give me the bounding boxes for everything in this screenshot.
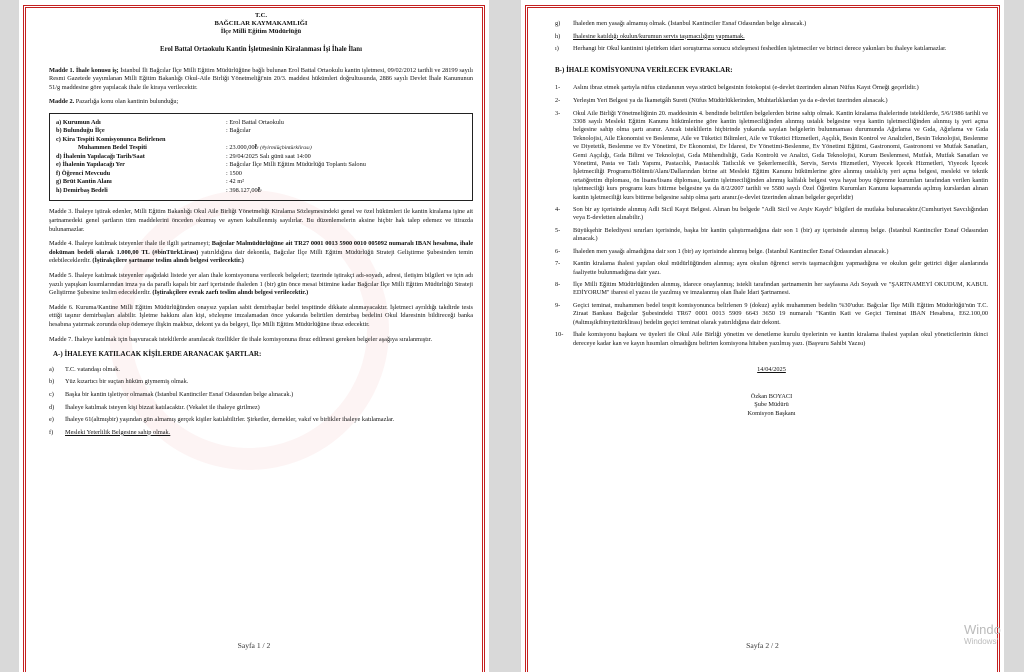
list-item: d) İhaleye katılmak isteyen kişi bizzat katılacaktır. (Vekalet ile ihaleye girilmez)	[49, 403, 260, 411]
info-row: a) Kurumun Adı : Erol Battal Ortaokulu	[56, 118, 284, 126]
info-row: f) Öğrenci Mevcudu : 1500	[56, 169, 242, 177]
info-row: c) Kira Tespiti Komisyonunca Belirlenen	[56, 135, 166, 143]
list-item: 6- İhaleden men yasağı almadığına dair son 1 (bir) ay içerisinde alınmış belge. (İstanbul Kantinciler Esnaf Odasından alınacak.)	[555, 247, 889, 255]
info-row: g) Brüt Kantin Alanı : 42 m²	[56, 178, 244, 186]
signer-title: Şube Müdürü	[754, 401, 789, 409]
section-b-heading: B-) İHALE KOMİSYONUNA VERİLECEK EVRAKLAR:	[555, 65, 733, 74]
header-mudurluk: İlçe Milli Eğitim Müdürlüğü	[220, 28, 302, 35]
article-3: Madde 3. İhaleye iştirak edenler, Milli Eğitim Bakanlığı Okul Aile Birliği Yönetmeliği Kiralama Sözleşmesindeki genel ve özel hükümleri ile kantin kiralama işine ait şartnamedeki genel şartların tüm maddelerini önceden okumuş ve aynen kabullenmiş sayılırlar. Bu düzenlemelerin aksine hiçbir hak talep edemez ve itirazda bulunamazlar.	[49, 208, 473, 233]
info-row: d) İhalenin Yapılacağı Tarih/Saat : 29/04/2025 Salı günü saat 14:00	[56, 152, 311, 160]
info-row: e) İhalenin Yapılacağı Yer : Bağcılar İlçe Milli Eğitim Müdürlüğü Toplantı Salonu	[56, 161, 366, 169]
list-item: 2- Yerleşim Yeri Belgesi ya da İkametgâh Sureti (Nüfus Müdürlüklerinden, Muhtarlıklardan ya da e-devlet üzerinden alınacak.)	[555, 96, 888, 104]
list-item: ı) Herhangi bir Okul kantinini işletirken idari soruşturma sonucu sözleşmesi feshedilen işletmeciler ve birinci derece yakınları bu ihaleye katılamazlar.	[555, 45, 947, 53]
list-item: 8- İlçe Milli Eğitim Müdürlüğünden alınmış, idarece onaylanmış; istekli tarafından şartnamenin her sayfasına Adı Soyadı ve "ŞARTNAMEYİ OKUDUM, KABUL EDİYORUM" ibaresi el yazısı ile yazılmış ve imzalanmış olan İhale İdari Şartnamesi.	[555, 281, 988, 297]
document-page-1	[19, 0, 489, 672]
list-item: 3- Okul Aile Birliği Yönetmeliğinin 20. maddesinin 4. bendinde belirtilen belgelerden birine sahip olmak. Kantin kiralama ihalelerinde isteklilerde, 5/6/1986 tarihli ve 3308 sayılı Mesleki Eğitim Kanunu hükümlerine göre kantin işletmeciliğinden alınmış ustalık belgesine veya kantin işletmeciliğinden alınmış iş yeri açma belgesine sahip olma şartı aranır. Ancak isteklilerin hiçbirinde yukarıda sayılan belgelerin bulunmaması durumunda Ağırlama ve Gıda, Ağırlama ve Gıda Teknolojisi, Aile Ekonomisi ve Beslenme, Aile ve Tüketici Bilimleri, Aile ve Tüketici Hizmetleri, Aşçılık, Besin Kontrol ve Analizleri, Besin Teknolojisi, Beslenme ve Diyetetik, Beslenme ve Ev Yönetimi, Ev Ekonomisi, Ev İdaresi, Ev Yönetimi-Beslenme, Ev Yönetimi Eğitimi, Gastronomi, Gastronomi ve Mutfak Sanatları, Gemi Aşçılığı, Gıda Bilimi ve Teknolojisi, Gıda Mühendisliği, Gıda Kontrolü ve Analizi, Gıda Teknolojisi, Kurum Beslenmesi, Mutfak, Mutfak Sanatları ve Yönetimi, Pasta ve Tatlı Yapımı, Pastacılık, Pastacılık Tatlıcılık ve Şekerlemecilik, Servis, Servis Hizmetleri, Yiyecek İçecek Hizmetleri, Yiyecek İçecek İşletmeciliği Programı/Bölümü/Alanı/Dallarından birine ait Mesleki Eğitim Kanunu hükümlerine göre alınmış ustalık/iş yeri açma belgesi, mesleki ve teknik ortaöğretim diploması, ön lisans/lisans diploması, kantin işletmeciliğinden alınmış kalfalık belgesi veya hayat boyu öğrenme kurumları tarafından verilen kantin işletmeciliği kurs programı kurs bitirme belgesine ya da 8/2/2007 tarihli ve 5580 sayılı Özel Öğretim Kurumları Kanunu kapsamında açılmış kurslardan alınan kantin işletmeciliği kurs bitirme belgesine sahip olma şartı aranır.(e-devlet üzerinden alınan belgeler geçerlidir)	[555, 109, 988, 201]
windows-activation-watermark: Windo Windows'	[964, 622, 1001, 646]
list-item: a) T.C. vatandaşı olmak.	[49, 365, 120, 373]
page-1-content	[49, 12, 473, 441]
list-item: e) İhaleye 61(altmışbir) yaşından gün almamış gerçek kişiler katılabilirler. Şirketler, dernekler, vakıf ve birlikler ihaleye katılamazlar.	[49, 416, 395, 424]
page-2-content	[555, 20, 988, 418]
document-title: Erol Battal Ortaokulu Kantin İşletmesinin Kiralanması İşi İhale İlanı	[160, 46, 362, 53]
article-1: Madde 1. İhale konusu iş; İstanbul İli Bağcılar İlçe Milli Eğitim Müdürlüğüne bağlı bulunan Erol Battal Ortaokulu kantin işletmesi, 09/02/2012 tarihli ve 28199 sayılı Resmi Gazetede yayımlanan Milli Eğitim Bakanlığı Okul-Aile Birliği Yönetmeliği'nin 20/3. maddesi hükümleri doğrultusunda, 2886 sayılı Devlet İhale Kanununun 51/g maddesine göre yapılacak ihale ile kiraya verilecektir.	[49, 66, 473, 91]
info-row: b) Bulunduğu İlçe : Bağcılar	[56, 127, 251, 135]
canteen-info-box	[49, 113, 473, 202]
list-item: c) Başka bir kantin işletiyor olmamak (İstanbul Kantinciler Esnaf Odasından belge alınacak.)	[49, 390, 294, 398]
document-page-2	[521, 0, 1004, 672]
list-item: g) İhaleden men yasağı almamış olmak. (İstanbul Kantinciler Esnaf Odasından belge alınacak.)	[555, 20, 807, 27]
list-item: b) Yüz kızartıcı bir suçtan hüküm giymemiş olmak.	[49, 378, 189, 386]
info-row: Muhammen Bedel Tespiti : 23.000,00₺ (#yirmiüçbintürklirası)	[78, 144, 312, 152]
page-number: Sayfa 2 / 2	[746, 641, 779, 650]
list-item: 1- Aslını ibraz etmek şartıyla nüfus cüzdanının veya sürücü belgesinin fotokopisi (e-devlet üzerinden alınan Nüfus Kayıt Örneği geçerlidir.)	[555, 84, 919, 92]
list-item: 7- Kantin kiralama ihalesi yapılan okul müdürlüğünden alınmış; aynı okulun öğrenci servis taşımacılığını yapmadığına ve okulun gelir getirici diğer alanlarında faaliyette bulunmadığına dair yazı.	[555, 260, 988, 276]
list-item: 10- İhale komisyonu başkanı ve üyeleri ile Okul Aile Birliği yönetim ve denetleme kurulu üyelerinin ve kantin kiralama ihalesi yapılan okul yöneticilerinin ikinci dereceye kadar kan ve kayın hısımları olmadığını belirten komisyona hitaben yazılmış yazı. (Başvuru Sahibi Yazısı)	[555, 331, 988, 347]
signer-role: Komisyon Başkanı	[747, 409, 796, 417]
signer-name: Özkan BOYACI	[750, 392, 793, 400]
list-item: 4- Son bir ay içerisinde alınmış Adli Sicil Kayıt Belgesi. Alınan bu belgede "Adli Sicil ve Arşiv Kaydı" bilgileri de mutlaka bulunacaktır.(Cumhuriyet Savcılığından veya E-devletten alınabilir.)	[555, 206, 988, 222]
article-2: Madde 2. Pazarlığa konu olan kantinin bulunduğu;	[49, 98, 179, 106]
article-7: Madde 7. İhaleye katılmak için başvuracak isteklilerde aranılacak özellikler ile ihale komisyonuna ibraz edilmesi gereken belgeler aşağıya sıralanmıştır.	[49, 335, 433, 343]
list-item: 5- Büyükşehir Belediyesi sınırları içerisinde, başka bir kantin çalıştırmadığına dair son 1 (bir) ay içerisinde alınmış belge. (İstanbul Kantinciler Esnaf Odasından alınacak.)	[555, 226, 988, 243]
header-kaymakamlik: BAĞCILAR KAYMAKAMLIĞI	[214, 20, 308, 27]
article-4: Madde 4. İhaleye katılmak isteyenler ihale ile ilgili şartnameyi; Bağcılar Malmüdürlüğüne ait TR27 0001 0013 5900 0010 005092 numaralı IBAN hesabına, ihale doküman bedeli olarak 1.000,00 TL (#binTürkLirası) yatırıldığına dair dekontla, Bağcılar İlçe Milli Eğitim Müdürlüğü Strateji Geliştirme Şubesinden temin edebileceklerdir. (İştirakçilere şartname teslim alındı belgesi verilecektir.)	[49, 240, 473, 265]
list-item: f) Mesleki Yeterlilik Belgesine sahip olmak.	[49, 428, 171, 436]
info-row: h) Demirbaş Bedeli : 398.127,00₺	[56, 186, 262, 194]
list-item: h) İhalesine katıldığı okulun/kurumun servis taşımacılığını yapmamak.	[555, 32, 745, 40]
page-number: Sayfa 1 / 2	[237, 641, 271, 650]
header-tc: T.C.	[255, 12, 267, 19]
article-5: Madde 5. İhaleye katılmak isteyenler aşağıdaki listede yer alan ihale komisyonuna verilecek belgeleri; üzerinde iştirakçi adı-soyadı, adresi, iletişim bilgileri ve için adı yazılı yapışkan kısımlarından imza ya da paraflı kapalı bir zarf içerisinde ihaleden 1 (bir) gün önce mesai bitimine kadar Bağcılar İlçe Milli Eğitim Müdürlüğü Strateji Geliştirme Şubesine teslim edeceklerdir. (İştirakçilere evrak zarfı teslim alındı belgesi verilecektir.)	[49, 272, 473, 297]
document-date: 14/04/2025	[757, 365, 786, 373]
list-item: 9- Geçici teminat, muhammen bedel tespit komisyonunca belirlenen 9 (dokuz) aylık muhammen bedelin %30'udur. Bağcılar İlçe Milli Eğitim Müdürlüğü'nün T.C. Ziraat Bankası Bağcılar Şubesindeki TR67 0001 0013 5909 6643 3650 19 numaralı "Kantin Kati ve Geçici Teminat IBAN Hesabına, E62.100,00 (#altmışikibinyüztürklirası) bedelin geçici teminat olarak yatırıldığına dair dekont.	[555, 301, 988, 326]
section-a-heading: A-) İHALEYE KATILACAK KİŞİLERDE ARANACAK ŞARTLAR:	[53, 350, 262, 359]
article-6: Madde 6. Kuruma/Kantine Milli Eğitim Müdürlüğünden onaysız yapılan sabit demirbaşlar bedel tespitinde dikkate alınmayacaktır. İşletmeci ayrıldığı takdirde tesis ettiği taşınır demirbaşları alabilir. İşletme hakkını alan kişi, sözleşme imzalamadan önce yukarıda belirtilen demirbaş bedelini Okul İdaresinin bildireceği banka hesabına yatırmak zorunda olup ödemeye ilişkin makbuz, dekont ya da belgeyi, İlçe Milli Eğitim Müdürlüğüne ibraz edecektir.	[49, 303, 473, 328]
